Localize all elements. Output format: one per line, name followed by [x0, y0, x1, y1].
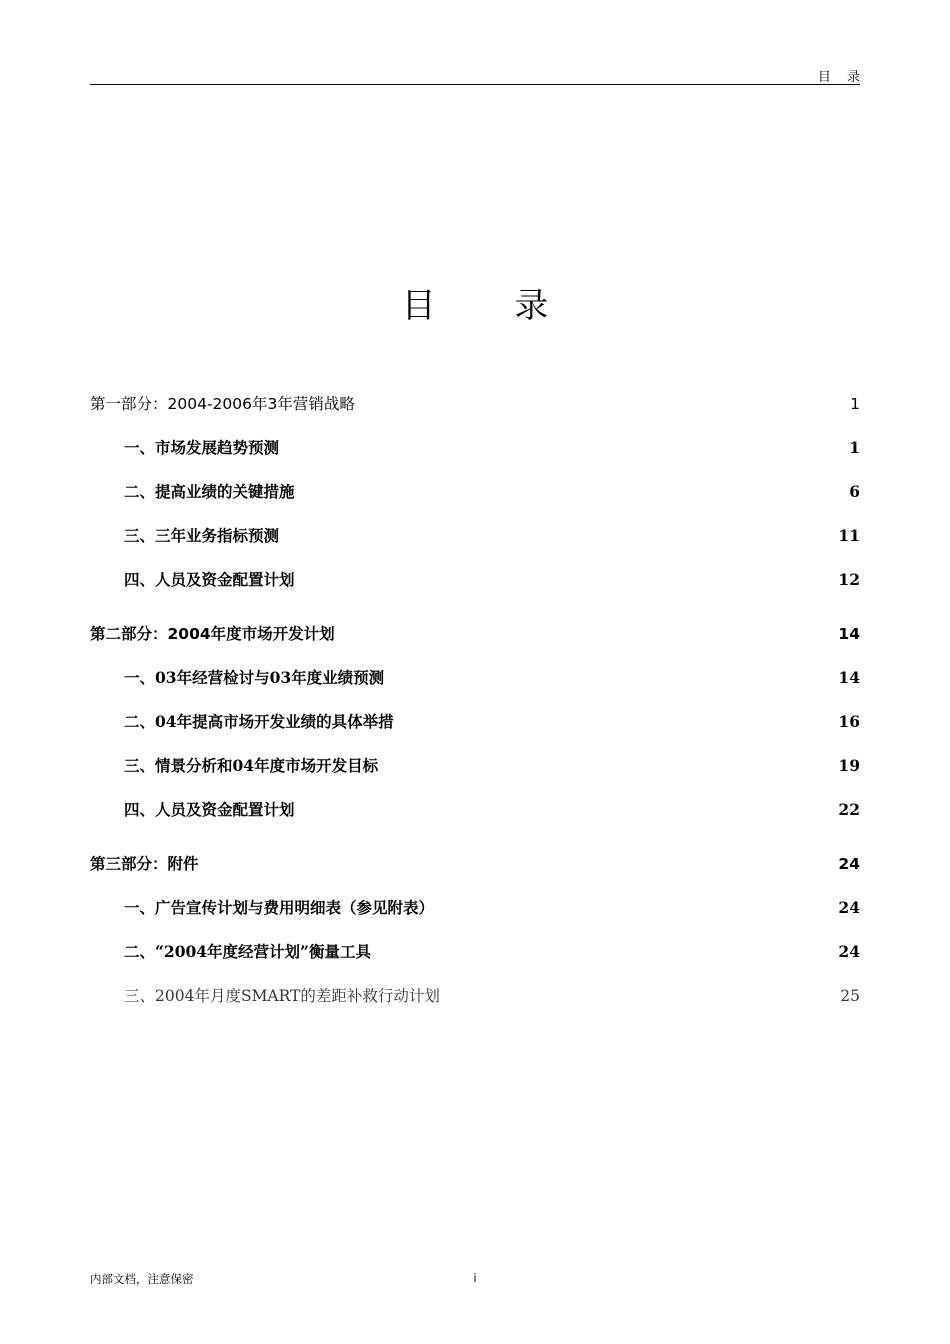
toc-entry[interactable] [90, 426, 860, 470]
toc-entry-label: 三、情景分析和04年度市场开发目标 [124, 756, 379, 775]
section-gap [90, 832, 860, 842]
toc-entry-part-2[interactable] [90, 612, 860, 656]
running-header: 目 录 [817, 70, 866, 85]
toc-entry-label: 第一部分：2004-2006年3年营销战略 [90, 395, 355, 413]
toc-entry[interactable] [90, 744, 860, 788]
toc-entry-label: 四、人员及资金配置计划 [124, 570, 295, 589]
toc-entry-page: 11 [838, 526, 860, 545]
table-of-contents [90, 382, 860, 1018]
toc-entry[interactable] [90, 974, 860, 1018]
page-title: 目 录 [401, 286, 583, 326]
toc-entry-page: 1 [850, 395, 860, 413]
toc-entry-page: 19 [838, 756, 860, 775]
toc-entry-label: 三、2004年月度SMART的差距补救行动计划 [124, 987, 440, 1005]
toc-entry-label: 二、提高业绩的关键措施 [124, 482, 295, 501]
toc-entry[interactable] [90, 886, 860, 930]
toc-entry-label: 二、“2004年度经营计划”衡量工具 [124, 942, 371, 961]
toc-entry-label: 第二部分：2004年度市场开发计划 [90, 625, 335, 643]
toc-entry-label: 二、04年提高市场开发业绩的具体举措 [124, 712, 394, 731]
toc-entry[interactable] [90, 656, 860, 700]
confidential-note: 内部文档，注意保密 [90, 1272, 194, 1286]
toc-entry[interactable] [90, 470, 860, 514]
toc-entry-page: 24 [838, 942, 860, 961]
toc-entry-page: 14 [838, 625, 860, 643]
toc-entry[interactable] [90, 700, 860, 744]
toc-entry-label: 第三部分：附件 [90, 855, 199, 873]
toc-entry-page: 24 [838, 898, 860, 917]
toc-entry-label: 一、市场发展趋势预测 [124, 438, 280, 457]
toc-entry-label: 一、03年经营检讨与03年度业绩预测 [124, 668, 385, 687]
page-number: i [473, 1271, 477, 1285]
toc-entry-page: 1 [849, 438, 860, 457]
toc-entry-page: 24 [838, 855, 860, 873]
toc-entry-page: 6 [849, 482, 860, 501]
toc-entry-label: 三、三年业务指标预测 [124, 526, 280, 545]
toc-entry-label: 一、广告宣传计划与费用明细表（参见附表） [124, 898, 435, 917]
toc-entry-page: 12 [838, 570, 860, 589]
toc-entry-page: 25 [840, 987, 860, 1005]
toc-entry[interactable] [90, 514, 860, 558]
toc-entry-page: 16 [838, 712, 860, 731]
toc-entry-part-1[interactable] [90, 382, 860, 426]
section-gap [90, 602, 860, 612]
toc-entry[interactable] [90, 930, 860, 974]
header-rule [90, 84, 860, 85]
toc-entry-label: 四、人员及资金配置计划 [124, 800, 295, 819]
toc-entry-part-3[interactable] [90, 842, 860, 886]
toc-entry[interactable] [90, 788, 860, 832]
toc-entry-page: 14 [838, 668, 860, 687]
toc-entry[interactable] [90, 558, 860, 602]
toc-entry-page: 22 [838, 800, 860, 819]
